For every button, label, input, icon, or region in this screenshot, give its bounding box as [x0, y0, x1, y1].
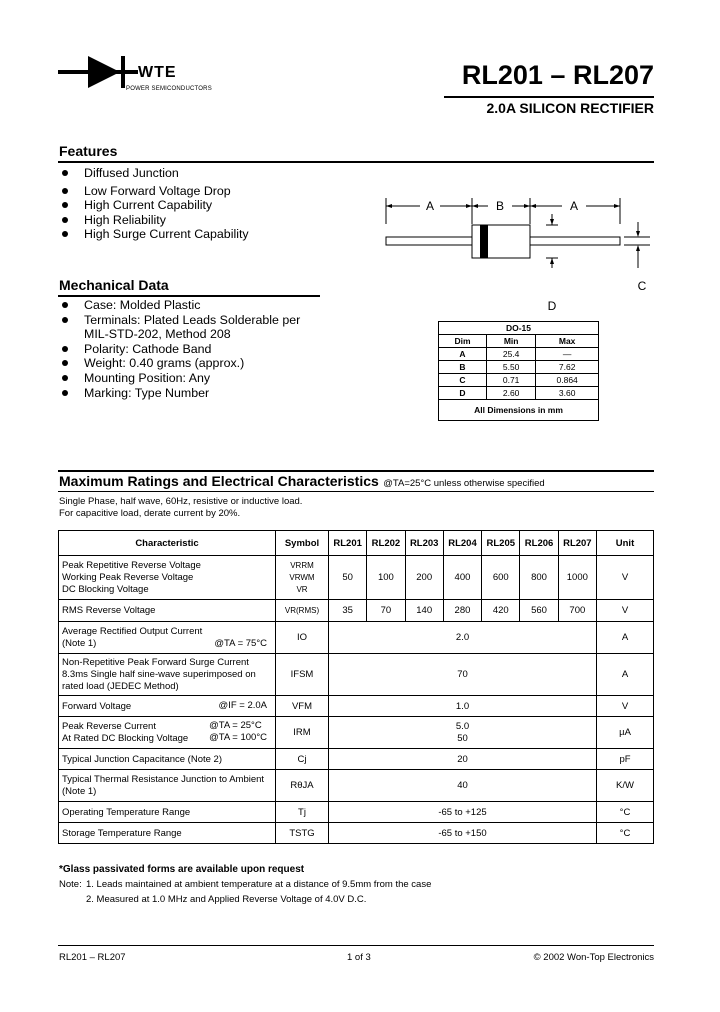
note-label: Note:: [59, 879, 82, 890]
col-header: RL205: [482, 531, 520, 556]
dim-header: Min: [486, 335, 535, 348]
dimensions-table: [438, 321, 599, 421]
value-cell: 20: [329, 749, 597, 770]
footer-left: RL201 – RL207: [59, 952, 126, 963]
value-cell: 35: [329, 600, 367, 622]
table-row: [439, 387, 599, 400]
characteristic-cell: Non-Repetitive Peak Forward Surge Current 8.3ms Single half sine-wave superimposed on rated load (JEDEC Method): [59, 654, 276, 696]
mechanical-item: Polarity: Cathode Band: [59, 342, 321, 357]
col-header: Characteristic: [59, 531, 276, 556]
unit-cell: V: [597, 696, 654, 717]
symbol-cell: VR(RMS): [276, 600, 329, 622]
unit-cell: A: [597, 654, 654, 696]
package-name: DO-15: [439, 322, 599, 335]
glass-note: *Glass passivated forms are available upon request: [59, 864, 305, 875]
value-cell: 1000: [558, 556, 596, 600]
note-1: 1. Leads maintained at ambient temperature at a distance of 9.5mm from the case: [86, 879, 432, 890]
mechanical-heading: Mechanical Data: [59, 277, 169, 293]
table-row: [59, 622, 654, 654]
unit-cell: K/W: [597, 770, 654, 802]
mechanical-item: Case: Molded Plastic: [59, 298, 321, 313]
value-cell: 1.0: [329, 696, 597, 717]
value-cell: 140: [405, 600, 443, 622]
table-row: [59, 823, 654, 844]
title-rule: [444, 96, 654, 98]
table-header-row: [59, 531, 654, 556]
unit-cell: pF: [597, 749, 654, 770]
value-cell: 560: [520, 600, 558, 622]
condition-text: @IF = 2.0A: [218, 700, 267, 711]
characteristic-cell: RMS Reverse Voltage: [59, 600, 276, 622]
value-cell: 5.0 50: [329, 717, 597, 749]
condition-text: @TA = 75°C: [214, 638, 267, 649]
unit-cell: °C: [597, 802, 654, 823]
table-row: [439, 348, 599, 361]
dim-header: Dim: [439, 335, 487, 348]
table-row: [59, 802, 654, 823]
feature-item: Diffused Junction: [59, 166, 249, 181]
symbol-cell: VFM: [276, 696, 329, 717]
unit-cell: °C: [597, 823, 654, 844]
mechanical-list: [59, 298, 321, 400]
value-cell: 400: [443, 556, 481, 600]
dim-cell: 0.864: [536, 374, 599, 387]
dim-label-a1: A: [425, 199, 435, 213]
dim-cell: C: [439, 374, 487, 387]
value-cell: 420: [482, 600, 520, 622]
unit-cell: A: [597, 622, 654, 654]
value-cell: -65 to +150: [329, 823, 597, 844]
ratings-table: [58, 530, 654, 844]
dim-cell: —: [536, 348, 599, 361]
dim-header: Max: [536, 335, 599, 348]
table-row: [59, 696, 654, 717]
unit-cell: µA: [597, 717, 654, 749]
characteristic-text: Peak Reverse Current At Rated DC Blocking Voltage: [62, 720, 189, 744]
unit-cell: V: [597, 600, 654, 622]
characteristic-cell: Storage Temperature Range: [59, 823, 276, 844]
unit-cell: V: [597, 556, 654, 600]
footer-page: 1 of 3: [347, 952, 371, 963]
dim-label-a2: A: [569, 199, 579, 213]
col-header: RL206: [520, 531, 558, 556]
value-cell: 600: [482, 556, 520, 600]
value-cell: 700: [558, 600, 596, 622]
col-header: Symbol: [276, 531, 329, 556]
logo-text: WTE: [138, 64, 177, 81]
characteristic-cell: Typical Thermal Resistance Junction to Ambient (Note 1): [59, 770, 276, 802]
package-diagram: [380, 190, 660, 320]
dim-cell: A: [439, 348, 487, 361]
characteristic-cell: Typical Junction Capacitance (Note 2): [59, 749, 276, 770]
symbol-cell: IFSM: [276, 654, 329, 696]
mechanical-item: Marking: Type Number: [59, 386, 321, 401]
features-list: [59, 166, 249, 242]
table-row: [439, 374, 599, 387]
col-header: RL204: [443, 531, 481, 556]
value-cell: 2.0: [329, 622, 597, 654]
dim-cell: 0.71: [486, 374, 535, 387]
mechanical-rule: [58, 295, 320, 297]
features-heading: Features: [59, 143, 118, 159]
symbol-cell: VRRM VRWM VR: [276, 556, 329, 600]
dim-label-c: C: [637, 279, 647, 293]
footer-copyright: © 2002 Won-Top Electronics: [533, 952, 654, 963]
feature-item: High Reliability: [59, 213, 249, 228]
features-rule: [58, 161, 654, 163]
mechanical-item: Mounting Position: Any: [59, 371, 321, 386]
symbol-cell: Tj: [276, 802, 329, 823]
characteristic-cell: Peak Repetitive Reverse Voltage Working Peak Reverse Voltage DC Blocking Voltage: [59, 556, 276, 600]
symbol-cell: IO: [276, 622, 329, 654]
mechanical-item: Weight: 0.40 grams (approx.): [59, 356, 321, 371]
characteristic-cell: [59, 696, 276, 717]
value-cell: 280: [443, 600, 481, 622]
symbol-cell: Cj: [276, 749, 329, 770]
page-subtitle: 2.0A SILICON RECTIFIER: [486, 100, 654, 116]
dim-cell: D: [439, 387, 487, 400]
symbol-cell: IRM: [276, 717, 329, 749]
col-header: RL207: [558, 531, 596, 556]
condition-text: @TA = 25°C @TA = 100°C: [209, 720, 267, 743]
dim-cell: 7.62: [536, 361, 599, 374]
footer-rule: [58, 945, 654, 946]
dim-footer: All Dimensions in mm: [439, 400, 599, 421]
col-header: RL203: [405, 531, 443, 556]
symbol-cell: RθJA: [276, 770, 329, 802]
dim-label-b: B: [495, 199, 505, 213]
dim-cell: 5.50: [486, 361, 535, 374]
table-row: [59, 749, 654, 770]
col-header: Unit: [597, 531, 654, 556]
table-row: [59, 556, 654, 600]
dim-cell: 3.60: [536, 387, 599, 400]
col-header: RL201: [329, 531, 367, 556]
ratings-note-2: For capacitive load, derate current by 20%.: [59, 508, 241, 519]
characteristic-text: Forward Voltage: [62, 700, 132, 712]
ratings-note-1: Single Phase, half wave, 60Hz, resistive or inductive load.: [59, 496, 303, 507]
ratings-rule: [58, 491, 654, 492]
dim-cell: 2.60: [486, 387, 535, 400]
value-cell: 70: [329, 654, 597, 696]
feature-item: Low Forward Voltage Drop: [59, 184, 249, 199]
value-cell: 800: [520, 556, 558, 600]
ratings-heading: Maximum Ratings and Electrical Characteristics: [59, 473, 379, 489]
table-row: [59, 770, 654, 802]
dim-cell: 25.4: [486, 348, 535, 361]
ratings-rule-top: [58, 470, 654, 472]
dim-label-d: D: [547, 299, 557, 313]
value-cell: 50: [329, 556, 367, 600]
value-cell: 100: [367, 556, 405, 600]
table-row: [59, 717, 654, 749]
value-cell: 200: [405, 556, 443, 600]
value-cell: -65 to +125: [329, 802, 597, 823]
table-row: [59, 600, 654, 622]
col-header: RL202: [367, 531, 405, 556]
dim-cell: B: [439, 361, 487, 374]
feature-item: High Current Capability: [59, 198, 249, 213]
characteristic-cell: [59, 717, 276, 749]
table-row: [59, 654, 654, 696]
page-title: RL201 – RL207: [461, 60, 654, 90]
characteristic-cell: Operating Temperature Range: [59, 802, 276, 823]
value-cell: 40: [329, 770, 597, 802]
mechanical-item: Terminals: Plated Leads Solderable per MIL-STD-202, Method 208: [59, 313, 321, 342]
feature-item: High Surge Current Capability: [59, 227, 249, 242]
note-2: 2. Measured at 1.0 MHz and Applied Reverse Voltage of 4.0V D.C.: [86, 894, 367, 905]
characteristic-text: Average Rectified Output Current (Note 1): [62, 625, 203, 649]
table-row: [439, 361, 599, 374]
symbol-cell: TSTG: [276, 823, 329, 844]
ratings-condition: @TA=25°C unless otherwise specified: [383, 478, 545, 489]
logo-subtext: POWER SEMICONDUCTORS: [126, 86, 212, 92]
value-cell: 70: [367, 600, 405, 622]
characteristic-cell: [59, 622, 276, 654]
